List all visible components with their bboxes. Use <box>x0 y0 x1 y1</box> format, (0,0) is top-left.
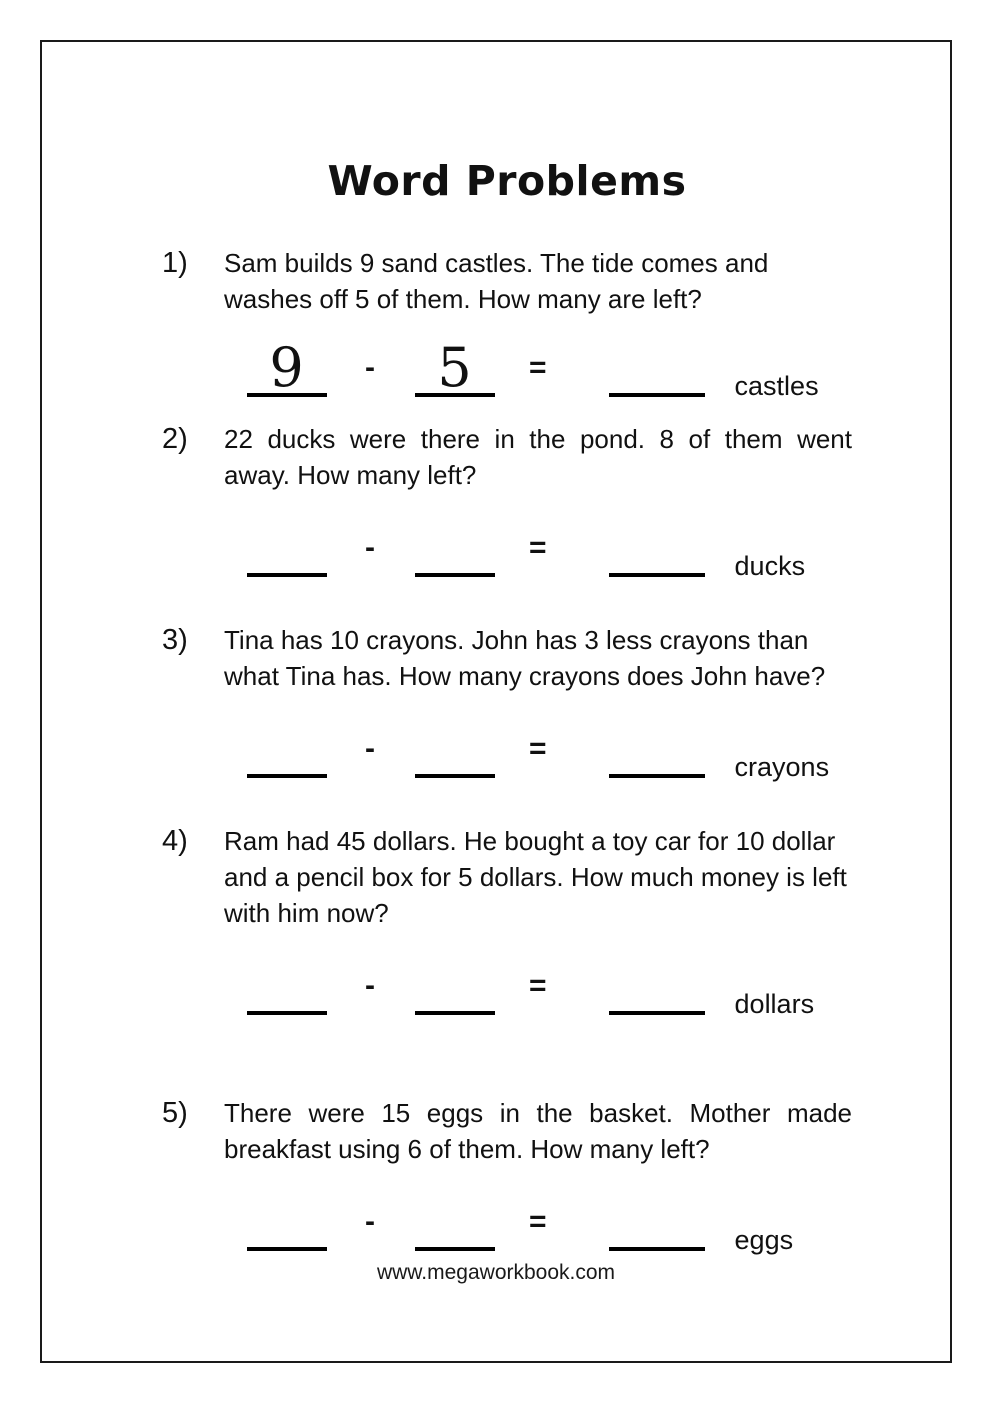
problem-text: Ram had 45 dollars. He bought a toy car for 10 dollar and a pencil box for 5 dollars. How much money is left with him now? <box>224 825 847 928</box>
subtrahend-value: 5 <box>437 336 473 400</box>
minus-sign: - <box>365 530 375 564</box>
problem-number: 4) <box>162 824 188 857</box>
equation-row <box>247 1204 852 1255</box>
unit-label: ducks <box>734 550 806 581</box>
equation-row <box>247 336 852 401</box>
subtrahend-blank <box>415 774 495 778</box>
unit-label: dollars <box>734 988 815 1019</box>
problem-number: 3) <box>162 623 188 656</box>
minuend-blank <box>247 774 327 778</box>
page-border <box>40 40 952 1363</box>
equation-row <box>247 968 852 1019</box>
unit-label: crayons <box>734 751 830 782</box>
minus-sign: - <box>365 350 375 384</box>
answer-blank <box>609 1247 705 1251</box>
minuend-blank <box>247 1011 327 1015</box>
footer-url: www.megaworkbook.com <box>376 1261 616 1284</box>
minus-sign: - <box>365 1204 375 1238</box>
minuend-blank <box>247 1247 327 1251</box>
problem-text: There were 15 eggs in the basket. Mother made breakfast using 6 of them. How many left? <box>224 1097 852 1164</box>
answer-blank <box>609 774 705 778</box>
unit-label: castles <box>734 370 819 401</box>
problem-number: 2) <box>162 422 188 455</box>
problem-3 <box>162 622 852 782</box>
problem-5 <box>162 1095 852 1255</box>
minuend-value: 9 <box>269 336 305 400</box>
minuend-blank <box>247 336 327 400</box>
problem-4 <box>162 823 852 1019</box>
minus-sign: - <box>365 968 375 1002</box>
page-content <box>84 84 908 1319</box>
subtrahend-blank <box>415 573 495 577</box>
problem-text: 22 ducks were there in the pond. 8 of them went away. How many left? <box>224 423 852 490</box>
equation-row <box>247 731 852 782</box>
answer-blank <box>609 1011 705 1015</box>
problem-1 <box>162 245 852 401</box>
equals-sign: = <box>529 1204 547 1238</box>
problem-text: Sam builds 9 sand castles. The tide comes and washes off 5 of them. How many are left? <box>224 248 769 315</box>
equals-sign: = <box>529 530 547 564</box>
unit-label: eggs <box>734 1224 794 1255</box>
answer-blank <box>609 573 705 577</box>
answer-blank <box>609 393 705 397</box>
equals-sign: = <box>529 350 547 384</box>
problem-number: 1) <box>162 247 188 280</box>
problem-text: Tina has 10 crayons. John has 3 less crayons than what Tina has. How many crayons does John have? <box>224 624 826 691</box>
minuend-blank <box>247 573 327 577</box>
problem-2 <box>162 421 852 581</box>
equals-sign: = <box>529 968 547 1002</box>
subtrahend-blank <box>415 1247 495 1251</box>
minus-sign: - <box>365 731 375 765</box>
subtrahend-blank <box>415 1011 495 1015</box>
subtrahend-blank <box>415 336 495 400</box>
worksheet-title: Word Problems <box>327 157 687 205</box>
problem-number: 5) <box>162 1096 188 1129</box>
equation-row <box>247 530 852 581</box>
equals-sign: = <box>529 731 547 765</box>
